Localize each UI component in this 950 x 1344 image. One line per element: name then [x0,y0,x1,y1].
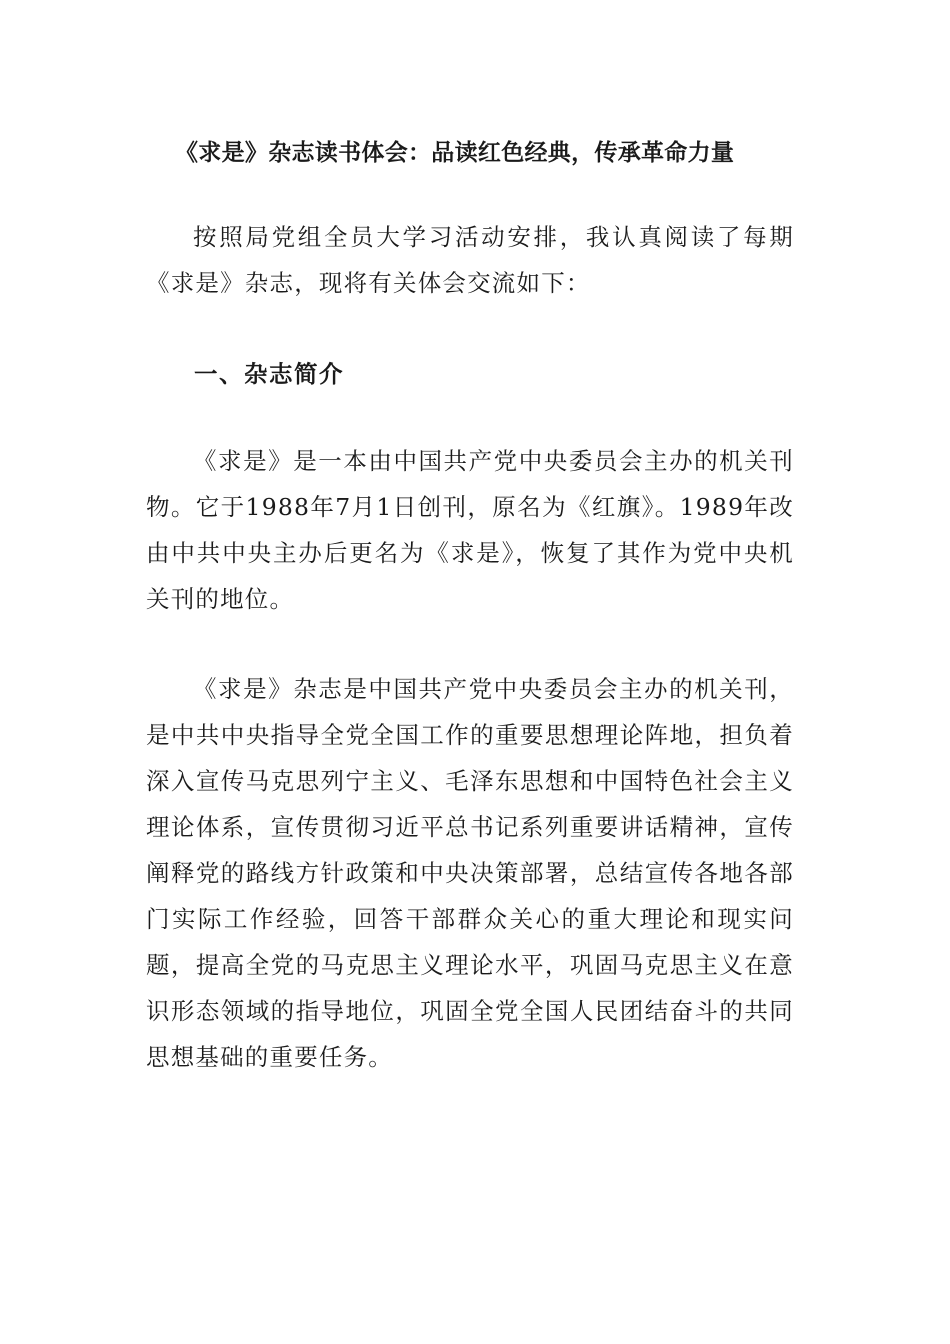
body-paragraph-1: 《求是》是一本由中国共产党中央委员会主办的机关刊物。它于1988年7月1日创刊，原名为《红旗》。1989年改由中共中央主办后更名为《求是》，恢复了其作为党中央机关刊的地位。 [146,447,794,613]
body-paragraph-2: 《求是》杂志是中国共产党中央委员会主办的机关刊，是中共中央指导全党全国工作的重要思想理论阵地，担负着深入宣传马克思列宁主义、毛泽东思想和中国特色社会主义理论体系，宣传贯彻习近平总书记系列重要讲话精神，宣传阐释党的路线方针政策和中央决策部署，总结宣传各地各部门实际工作经验，回答干部群众关心的重大理论和现实问题，提高全党的马克思主义理论水平，巩固马克思主义在意识形态领域的指导地位，巩固全党全国人民团结奋斗的共同思想基础的重要任务。 [146,675,794,1071]
document-title: 《求是》杂志读书体会：品读红色经典，传承革命力量 [175,139,735,166]
section-heading: 一、杂志简介 [194,360,344,388]
intro-paragraph: 按照局党组全员大学习活动安排，我认真阅读了每期《求是》杂志，现将有关体会交流如下： [146,223,794,297]
